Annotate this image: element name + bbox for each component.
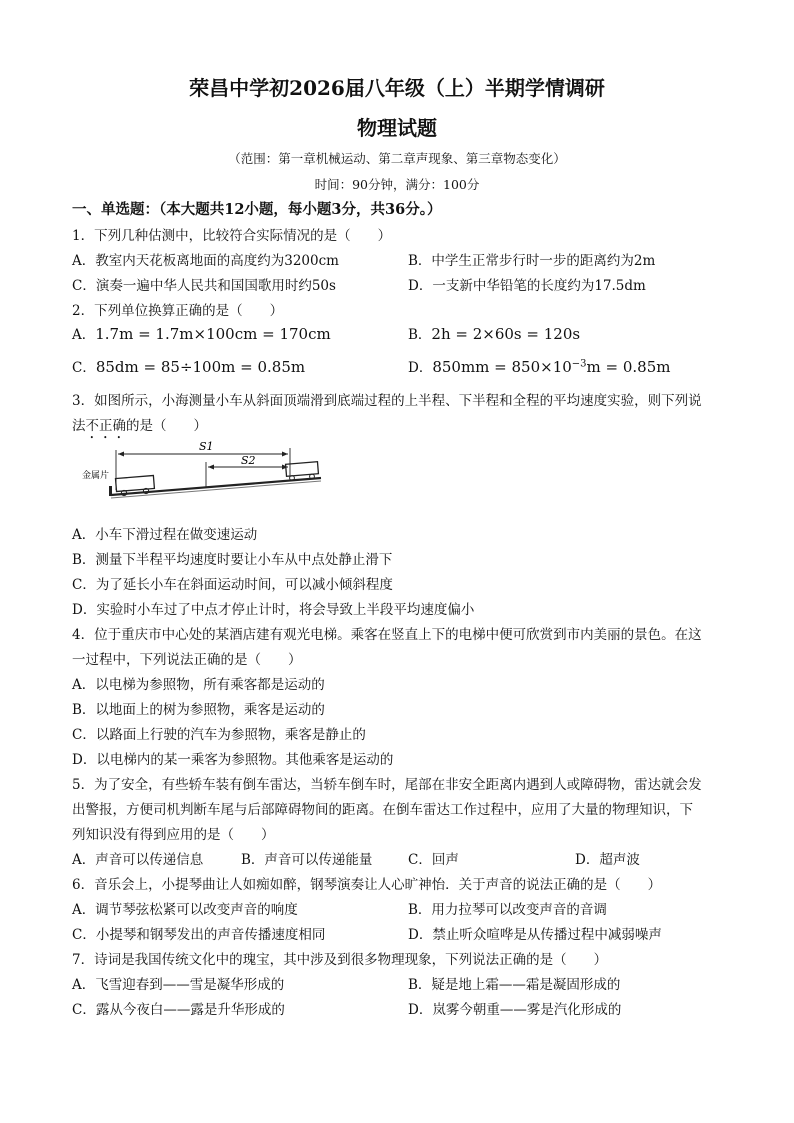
q2-option-d-label: D． (408, 360, 433, 376)
metal-piece (109, 486, 112, 496)
q2-option-b-expr: 2h = 2×60s = 120s (431, 325, 581, 343)
q2-option-c-expr: 85dm = 85÷100m = 0.85m (95, 358, 306, 376)
q1-option-d: D．一支新中华铅笔的长度约为17.5dm (408, 278, 646, 294)
q7-option-a: A．飞雪迎春到——雪是凝华形成的 (72, 977, 285, 993)
q4-option-a: A．以电梯为参照物，所有乘客都是运动的 (72, 677, 325, 693)
time-score: 时间：90分钟，满分：100分 (314, 177, 480, 192)
s1-label: S1 (199, 440, 214, 453)
q6-stem: 6．音乐会上，小提琴曲让人如痴如醉，钢琴演奏让人心旷神怡．关于声音的说法正确的是（ ） (72, 877, 662, 893)
q5-option-d: D．超声波 (575, 852, 640, 868)
q5-option-c: C．回声 (408, 852, 459, 868)
q5-stem-line2: 出警报，方便司机判断车尾与后部障碍物间的距离。在倒车雷达工作过程中，应用了大量的物理知识，下 (72, 802, 693, 818)
q6-option-c: C．小提琴和钢琴发出的声音传播速度相同 (72, 927, 326, 943)
q3-stem-line1: 3．如图所示，小海测量小车从斜面顶端滑到底端过程的上半程、下半程和全程的平均速度实验，则下列说 (72, 393, 702, 409)
q2-option-a (72, 323, 331, 343)
q5-stem-line1: 5．为了安全，有些轿车装有倒车雷达，当轿车倒车时，尾部在非安全距离内遇到人或障碍物，雷达就会发 (72, 777, 702, 793)
q2-option-a-label: A． (72, 327, 96, 343)
q2-option-c (72, 356, 305, 376)
q2-option-b-label: B． (408, 327, 432, 343)
subject-title: 物理试题 (357, 116, 437, 140)
q7-stem: 7．诗词是我国传统文化中的瑰宝，其中涉及到很多物理现象，下列说法正确的是（ ） (72, 952, 608, 968)
q2-option-a-expr: 1.7m = 1.7m×100cm = 170cm (95, 325, 331, 343)
q6-option-d: D．禁止听众喧哗是从传播过程中减弱噪声 (408, 927, 662, 943)
q4-option-d: D．以电梯内的某一乘客为参照物。其他乘客是运动的 (72, 752, 394, 768)
q4-option-c: C．以路面上行驶的汽车为参照物，乘客是静止的 (72, 727, 366, 743)
q3-option-a: A．小车下滑过程在做变速运动 (72, 527, 258, 543)
s2-label: S2 (241, 454, 256, 467)
q7-option-d: D．岚雾今朝重——雾是汽化形成的 (408, 1002, 622, 1018)
q1-option-c: C．演奏一遍中华人民共和国国歌用时约50s (72, 278, 336, 294)
exam-scope: （范围：第一章机械运动、第二章声现象、第三章物态变化） (228, 151, 566, 166)
q3-option-d: D．实验时小车过了中点才停止计时，将会导致上半段平均速度偏小 (72, 602, 475, 618)
q2-option-c-label: C． (72, 360, 96, 376)
ramp-surface (111, 478, 321, 495)
q3-stem-emphasis: 不正确 (85, 418, 126, 434)
q5-option-b: B．声音可以传递能量 (241, 852, 373, 868)
q2-option-d-expr-pre: 850mm = 850×10 (432, 358, 572, 376)
q7-option-c: C．露从今夜白——露是升华形成的 (72, 1002, 285, 1018)
metal-piece-label: 金属片 (82, 471, 110, 481)
q6-option-b: B．用力拉琴可以改变声音的音调 (408, 902, 607, 918)
q3-stem-pre: 法 (72, 418, 86, 434)
q1-option-a: A．教室内天花板离地面的高度约为3200cm (72, 253, 339, 269)
exam-title: 荣昌中学初2026届八年级（上）半期学情调研 (189, 76, 605, 100)
q2-option-b (408, 323, 580, 343)
q5-stem-line3: 列知识没有得到应用的是（ ） (72, 827, 275, 843)
incline-figure (76, 440, 326, 500)
q1-stem: 1．下列几种估测中，比较符合实际情况的是（ ） (72, 228, 392, 244)
q3-option-c: C．为了延长小车在斜面运动时间，可以减小倾斜程度 (72, 577, 393, 593)
q7-option-b: B．疑是地上霜——霜是凝固形成的 (408, 977, 621, 993)
q3-stem-line2 (72, 414, 207, 442)
q2-stem: 2．下列单位换算正确的是（ ） (72, 303, 284, 319)
q4-stem-line1: 4．位于重庆市中心处的某酒店建有观光电梯。乘客在竖直上下的电梯中便可欣赏到市内美丽的景色。在这 (72, 627, 702, 643)
q3-option-b: B．测量下半程平均速度时要让小车从中点处静止滑下 (72, 552, 393, 568)
q5-option-a: A．声音可以传递信息 (72, 852, 204, 868)
q2-option-d (408, 356, 671, 376)
q2-option-d-exponent: −3 (571, 358, 587, 370)
section-heading: 一、单选题：（本大题共12小题，每小题3分，共36分。） (72, 201, 442, 218)
q4-option-b: B．以地面上的树为参照物，乘客是运动的 (72, 702, 325, 718)
q2-option-d-expr-post: m = 0.85m (586, 358, 671, 376)
q4-stem-line2: 一过程中，下列说法正确的是（ ） (72, 652, 302, 668)
q3-stem-post: 的是（ ） (126, 418, 207, 434)
q6-option-a: A．调节琴弦松紧可以改变声音的响度 (72, 902, 298, 918)
q1-option-b: B．中学生正常步行时一步的距离约为2m (408, 253, 656, 269)
